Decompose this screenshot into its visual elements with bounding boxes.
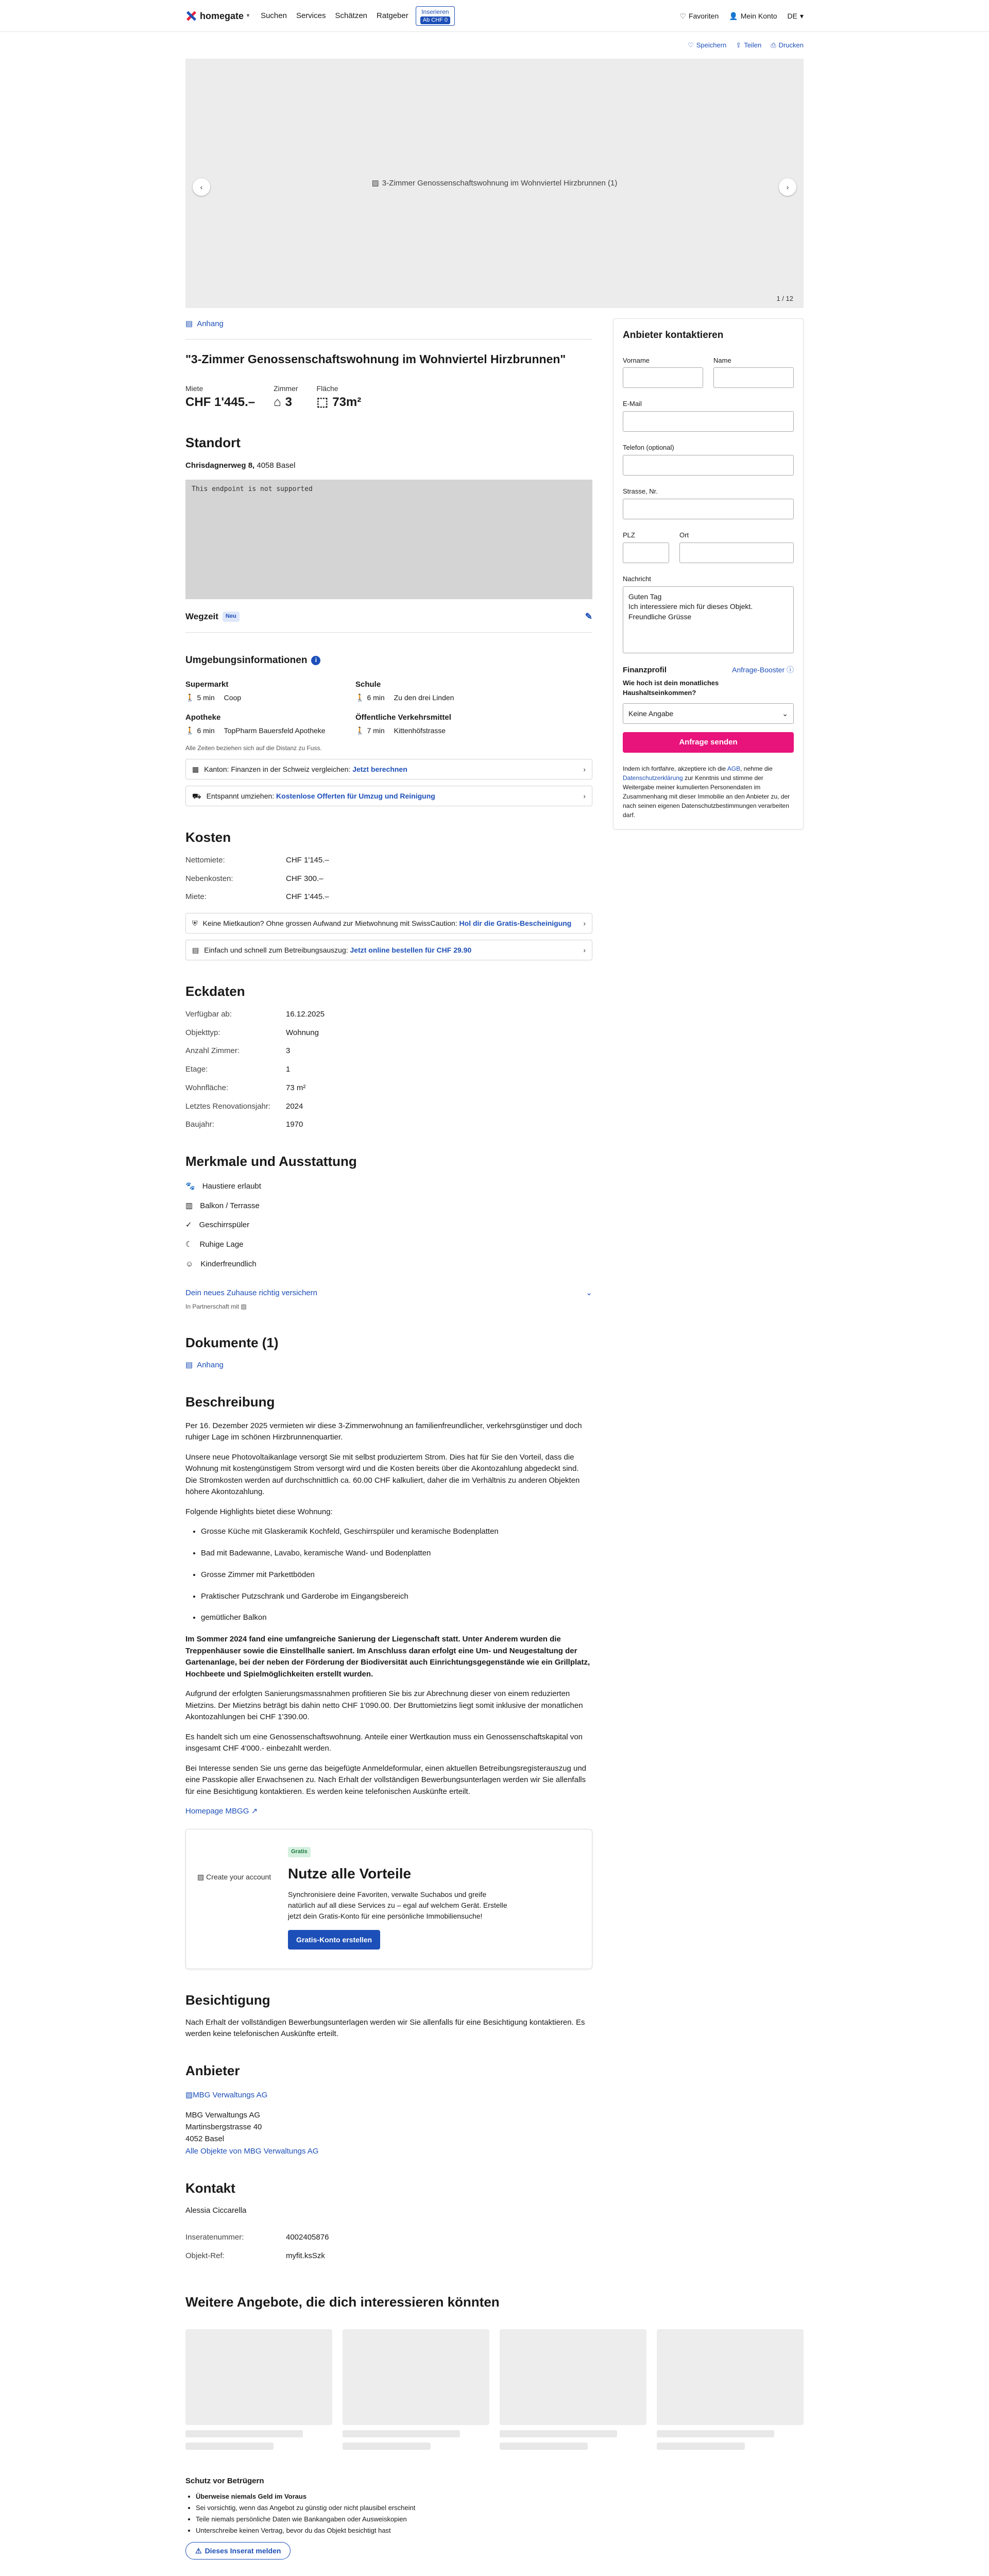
account-label: Mein Konto (740, 11, 777, 20)
listing-title: "3-Zimmer Genossenschaftswohnung im Wohnviertel Hirzbrunnen" (185, 352, 566, 366)
skeleton-line (500, 2430, 617, 2437)
legal-text: zur Kenntnis und stimme der Weitergabe meiner kumulierten Personendaten im Zusammenhang mit dieser Immobilie an den Anbieter zu, der nach seinen eigenen Datenschutzbestimmungen verarbeiten darf. (623, 774, 790, 819)
id-value: myfit.ksSzk (286, 2251, 325, 2260)
scam-list (185, 2491, 592, 2536)
scam-heading: Schutz vor Betrügern (185, 2477, 264, 2486)
provider-all-listings-link[interactable]: Alle Objekte von MBG Verwaltungs AG (185, 2146, 319, 2156)
divider (185, 632, 592, 633)
area-value: 73m² (332, 395, 362, 410)
create-account-button[interactable]: Gratis-Konto erstellen (288, 1930, 380, 1950)
last-name-label: Name (713, 356, 731, 364)
poi-time: 7 min (367, 726, 385, 735)
insurance-expander[interactable] (185, 1287, 592, 1299)
skeleton-image (185, 2329, 332, 2425)
broken-image-icon: ▨ (185, 2090, 193, 2099)
chevron-down-icon: ⌄ (782, 709, 788, 718)
skeleton-line (185, 2430, 303, 2437)
report-label: Dieses Inserat melden (204, 2546, 281, 2555)
email-input[interactable] (623, 411, 794, 432)
legal-notice (623, 764, 794, 820)
poi-pharmacy (185, 712, 335, 736)
feature-label: Kinderfreundlich (200, 1259, 257, 1268)
description (185, 1393, 592, 1817)
highlight-item: • gemütlicher Balkon (201, 1612, 592, 1623)
skeleton-image (657, 2329, 804, 2425)
key-facts (185, 383, 592, 412)
poi-title: Öffentliche Verkehrsmittel (355, 713, 451, 722)
chevron-down-icon: ▾ (799, 11, 804, 20)
language-select[interactable] (788, 11, 804, 21)
cost-label: Nebenkosten: (185, 874, 233, 883)
travel-time-label: Wegzeit (185, 611, 218, 621)
gallery-alt-text: 3-Zimmer Genossenschaftswohnung im Wohnviertel Hirzbrunnen (1) (382, 179, 618, 188)
favorites-link[interactable] (679, 11, 719, 21)
rent-value: CHF 1'445.– (185, 395, 255, 410)
chevron-right-icon: › (583, 765, 586, 774)
highlights-list (185, 1526, 592, 1623)
inserieren-price: Ab CHF 0 (420, 16, 450, 24)
calculator-icon: ▦ (192, 765, 199, 774)
listing-main (185, 318, 592, 2262)
logo-text: homegate (200, 10, 244, 21)
cost-label: Miete: (185, 892, 207, 902)
skeleton-line (500, 2443, 588, 2450)
balcony-icon: ▥ (185, 1201, 193, 1210)
similar-listings (185, 2329, 804, 2450)
external-link-icon: ↗ (251, 1807, 258, 1816)
feature-item (185, 1200, 592, 1212)
link-prefix: Kanton: Finanzen in der Schweiz vergleichen: (204, 765, 353, 774)
features-list (185, 1181, 592, 1270)
detail-label: Anzahl Zimmer: (185, 1046, 240, 1056)
broken-image-icon: ▨ (197, 1872, 204, 1881)
nav-suchen[interactable]: Suchen (261, 11, 287, 21)
poi-title: Schule (355, 680, 381, 689)
walk-icon: 🚶 (185, 726, 195, 735)
location-heading: Standort (185, 435, 241, 451)
favorites-label: Favoriten (688, 11, 719, 20)
listing-actions (185, 32, 804, 59)
checkmark-icon: ✓ (185, 1221, 192, 1230)
poi-name: Zu den drei Linden (394, 693, 454, 702)
highlight-item: • Bad mit Badewanne, Lavabo, keramische Wand- und Bodenplatten (201, 1548, 592, 1559)
link-text: Kostenlose Offerten für Umzug und Reinigung (276, 792, 435, 801)
cost-label: Nettomiete: (185, 855, 225, 865)
new-badge: Neu (223, 612, 240, 622)
skeleton-line (343, 2430, 460, 2437)
message-textarea[interactable]: Guten Tag Ich interessiere mich für dieses Objekt. Freundliche Grüsse (623, 586, 794, 653)
features-heading: Merkmale und Ausstattung (185, 1154, 357, 1170)
chevron-right-icon: › (583, 946, 586, 955)
travel-time (185, 611, 592, 623)
city-label: Ort (679, 531, 689, 539)
info-icon: ⓘ (787, 665, 794, 674)
provider-info (185, 2089, 592, 2157)
gallery-counter: 1 / 12 (776, 295, 793, 303)
skeleton-line (657, 2443, 745, 2450)
area-icon: ⬚ (316, 395, 329, 410)
details-table (185, 1009, 592, 1130)
account-link[interactable] (729, 11, 777, 21)
detail-value: Wohnung (286, 1028, 319, 1037)
description-paragraph: Unsere neue Photovoltaikanlage versorgt Sie mit selbst produziertem Strom. Dies hat für Sie den Vorteil, dass die Wohnung mit kostengünstigem Strom versorgt wird und die Kosten bereits über die Akontozahlung abgedeckt sind. Die Stromkosten werden auf durchschnittlich ca. 60.00 CHF kalkuliert, daher die im Verhältnis zu anderen Objekten höhere Akontozahlung. (185, 1452, 580, 1497)
provider-logo-alt: MBG Verwaltungs AG (193, 2090, 268, 2099)
info-icon[interactable]: i (311, 656, 320, 665)
finance-profile-title: Finanzprofil (623, 665, 667, 674)
homepage-link[interactable] (185, 1807, 258, 1816)
viewing-heading: Besichtigung (185, 1992, 270, 2008)
link-text: Jetzt berechnen (352, 765, 407, 774)
description-paragraph: Folgende Highlights bietet diese Wohnung: (185, 1507, 333, 1516)
finance-profile (623, 665, 794, 676)
zip-input[interactable] (623, 543, 669, 563)
description-paragraph: Bei Interesse senden Sie uns gerne das beigefügte Anmeldeformular, einen aktuellen Betreibungsregisterauszug und eine Passkopie aller Erwachsenen zu. Nach Erhalt der vollständigen Bewerbungsunterlagen werden wir Sie allenfalls für eine Besichtigung kontaktieren. Es werden keine telefonischen Auskünfte erteilt. (185, 1764, 587, 1796)
nav-schaetzen[interactable]: Schätzen (335, 11, 368, 21)
contact-heading: Kontakt (185, 2180, 235, 2196)
id-label: Objekt-Ref: (185, 2251, 225, 2260)
detail-label: Etage: (185, 1065, 208, 1074)
promo-title: Nutze alle Vorteile (288, 1865, 412, 1882)
feature-label: Balkon / Terrasse (200, 1201, 260, 1210)
street-label: Strasse, Nr. (623, 487, 658, 496)
promo-image (197, 1841, 275, 1887)
key-fact-rooms (274, 383, 298, 412)
surroundings-heading: Umgebungsinformationen (185, 655, 308, 666)
walking-note: Alle Zeiten beziehen sich auf die Distanz zu Fuss. (185, 744, 322, 752)
heart-icon: ♡ (688, 41, 694, 49)
broken-image-icon: ▨ (371, 179, 379, 188)
image-gallery[interactable] (185, 59, 804, 308)
phone-label: Telefon (optional) (623, 444, 674, 452)
chevron-down-icon: ⌄ (586, 1288, 592, 1297)
cost-value: CHF 300.– (286, 874, 323, 883)
similar-card-placeholder[interactable] (657, 2329, 804, 2450)
link-text: Jetzt online bestellen für CHF 29.90 (350, 946, 472, 955)
heart-icon: ♡ (679, 11, 686, 20)
income-select[interactable] (623, 703, 794, 724)
walk-icon: 🚶 (355, 693, 365, 702)
detail-value: 1 (286, 1065, 291, 1074)
truck-icon: ⛟ (192, 792, 201, 801)
detail-label: Letztes Renovationsjahr: (185, 1101, 271, 1111)
poi-title: Supermarkt (185, 680, 229, 689)
detail-label: Objekttyp: (185, 1028, 220, 1037)
gallery-image (372, 178, 618, 189)
shield-icon: ⛨ (192, 919, 198, 928)
partner-note (185, 1302, 592, 1311)
link-prefix: Entspannt umziehen: (206, 792, 277, 801)
chevron-right-icon: › (786, 182, 789, 191)
partner-logo: ▨ (241, 1303, 247, 1311)
document-icon: ▤ (185, 1361, 193, 1370)
gallery-next-button[interactable] (779, 178, 796, 196)
insurance-label: Dein neues Zuhause richtig versichern (185, 1288, 317, 1297)
rooms-value: 3 (285, 395, 292, 410)
description-paragraph: Aufgrund der erfolgten Sanierungsmassnahmen profitieren Sie bis zur Abrechnung dieser von einem reduzierten Mietzins. Der Mietzins beträgt bis dahin netto CHF 1'090.00. Der Bruttomietzins liegt somit inklusive der monatlichen Akontozahlungen bei CHF 1'390.00. (185, 1689, 583, 1722)
feature-label: Haustiere erlaubt (202, 1181, 261, 1191)
poi-name: Coop (224, 693, 242, 702)
printer-icon: ⎙ (771, 41, 776, 49)
detail-label: Verfügbar ab: (185, 1009, 232, 1019)
similar-heading: Weitere Angebote, die dich interessieren könnten (185, 2294, 500, 2310)
document-icon: ▤ (192, 946, 199, 955)
chevron-right-icon: › (583, 919, 586, 928)
documents-heading: Dokumente (1) (185, 1334, 279, 1350)
email-label: E-Mail (623, 400, 642, 408)
print-button[interactable] (771, 41, 804, 50)
document-label: Anhang (197, 1361, 224, 1370)
rent-label: Miete (185, 384, 203, 393)
address-city: 4058 Basel (257, 461, 296, 470)
area-label: Fläche (316, 384, 338, 393)
nav-ratgeber[interactable]: Ratgeber (377, 11, 408, 21)
detail-label: Wohnfläche: (185, 1083, 229, 1092)
street-input[interactable] (623, 499, 794, 519)
poi-name: TopPharm Bauersfeld Apotheke (224, 726, 326, 735)
map-error: This endpoint is not supported (192, 485, 313, 493)
poi-school (355, 679, 505, 703)
legal-text: Indem ich fortfahre, akzeptiere ich die (623, 765, 727, 773)
similar-card-placeholder[interactable] (500, 2329, 646, 2450)
chevron-right-icon: › (583, 792, 586, 801)
address-street: Chrisdagnerweg 8, (185, 461, 255, 470)
feature-label: Geschirrspüler (199, 1221, 250, 1230)
homepage-label: Homepage MBGG (185, 1807, 249, 1816)
document-icon: ▤ (185, 319, 193, 328)
legal-text: , nehme die (740, 765, 773, 773)
detail-value: 3 (286, 1046, 291, 1056)
id-label: Inseratenummer: (185, 2233, 244, 2242)
skeleton-line (343, 2443, 431, 2450)
skeleton-line (185, 2443, 274, 2450)
logo-icon (185, 10, 197, 22)
scam-item: • Überweise niemals Geld im Voraus (196, 2491, 592, 2502)
finance-compare-link[interactable] (185, 759, 592, 779)
provider-name: MBG Verwaltungs AG (185, 2110, 261, 2120)
cost-value: CHF 1'445.– (286, 892, 329, 902)
rooms-label: Zimmer (274, 384, 298, 393)
save-button[interactable] (688, 41, 726, 50)
costs-heading: Kosten (185, 829, 231, 845)
swisscaution-link[interactable] (185, 913, 592, 934)
details-heading: Eckdaten (185, 984, 245, 999)
feature-label: Ruhige Lage (199, 1240, 244, 1249)
city-input[interactable] (679, 543, 794, 563)
inserieren-label: Inserieren (421, 8, 449, 15)
save-label: Speichern (696, 41, 727, 49)
key-fact-rent (185, 383, 255, 412)
last-name-input[interactable] (713, 367, 794, 388)
document-link[interactable] (185, 1360, 592, 1371)
poi-time: 6 min (367, 693, 385, 702)
promo-text: Synchronisiere deine Favoriten, verwalte Suchabos und greife natürlich auf all diese Services zu – egal auf welchem Gerät. Erstelle jetzt dein Gratis-Konto für eine persönliche Immobiliensuche! (288, 1890, 507, 1921)
main-nav (261, 10, 408, 22)
nav-services[interactable]: Services (296, 11, 326, 21)
chevron-down-icon: ▾ (247, 12, 250, 19)
first-name-input[interactable] (623, 367, 703, 388)
moving-offers-link[interactable] (185, 786, 592, 806)
inserieren-button[interactable] (416, 6, 455, 26)
print-label: Drucken (778, 41, 804, 49)
edit-icon[interactable]: ✎ (585, 611, 592, 621)
link-prefix: Einfach und schnell zum Betreibungsauszug: (204, 946, 350, 955)
report-listing-button[interactable] (185, 2542, 291, 2560)
feature-item (185, 1219, 592, 1231)
feature-item (185, 1259, 592, 1270)
skeleton-image (343, 2329, 489, 2425)
submit-inquiry-button[interactable]: Anfrage senden (623, 732, 794, 753)
contact-name: Alessia Ciccarella (185, 2206, 247, 2215)
highlight-item: • Praktischer Putzschrank und Garderobe im Eingangsbereich (201, 1591, 592, 1602)
description-paragraph: Im Sommer 2024 fand eine umfangreiche Sanierung der Liegenschaft statt. Unter Anderem wurden die Treppenhäuser sowie die Einstellhalle saniert. Im Anschluss daran erfolgt eine Um- und Neugestaltung der Gartenanlage, bei der neben der Förderung der Biodiversität auch Einrichtungsgegenstände wie ein Grillplatz, Hochbeete und Spielmöglichkeiten erstellt wurden. (185, 1635, 590, 1679)
zip-label: PLZ (623, 531, 635, 539)
similar-card-placeholder[interactable] (185, 2329, 332, 2450)
account-promo (185, 1829, 592, 1969)
poi-time: 6 min (197, 726, 215, 735)
attachment-link[interactable] (185, 318, 592, 330)
highlight-item: • Grosse Zimmer mit Parkettböden (201, 1569, 592, 1581)
key-fact-area (317, 383, 362, 412)
scam-protection (185, 2476, 592, 2559)
gratis-badge: Gratis (288, 1847, 311, 1857)
site-header (0, 0, 989, 32)
agb-link[interactable]: AGB (727, 765, 741, 773)
skeleton-image (500, 2329, 646, 2425)
description-paragraph: Es handelt sich um eine Genossenschaftswohnung. Anteile einer Wertkaution muss ein Genossenschaftskapital von insgesamt CHF 4'000.- einbezahlt werden. (185, 1732, 583, 1753)
message-label: Nachricht (623, 574, 651, 583)
detail-label: Baujahr: (185, 1120, 214, 1129)
feature-item (185, 1181, 592, 1192)
address (185, 460, 592, 471)
partner-label: In Partnerschaft mit (185, 1303, 240, 1311)
listing-ids (185, 2232, 592, 2262)
provider-city: 4052 Basel (185, 2134, 225, 2144)
contact-sidebar (613, 318, 804, 2262)
poi-supermarket (185, 679, 335, 703)
viewing-text: Nach Erhalt der vollständigen Bewerbungsunterlagen werden wir Sie allenfalls für eine Besichtigung kontaktieren. Es werden keine telefonischen Auskünfte erteilt. (185, 2018, 585, 2039)
divider (185, 339, 592, 340)
contact-form (613, 318, 804, 829)
id-value: 4002405876 (286, 2233, 329, 2242)
income-value: Keine Angabe (628, 709, 674, 718)
chevron-left-icon: ‹ (200, 182, 203, 191)
language-label: DE (787, 11, 797, 20)
walk-icon: 🚶 (355, 726, 365, 735)
description-heading: Beschreibung (185, 1394, 275, 1410)
provider-street: Martinsbergstrasse 40 (185, 2123, 262, 2131)
provider-heading: Anbieter (185, 2062, 240, 2078)
scam-item: • Sei vorsichtig, wenn das Angebot zu günstig oder nicht plausibel erscheint (196, 2502, 592, 2514)
scam-item: • Unterschreibe keinen Vertrag, bevor du das Objekt besichtigt hast (196, 2525, 592, 2536)
privacy-link[interactable]: Datenschutzerklärung (623, 774, 683, 782)
provider-logo[interactable] (185, 2089, 592, 2101)
phone-input[interactable] (623, 455, 794, 476)
user-icon: 👤 (729, 11, 738, 20)
detail-value: 16.12.2025 (286, 1009, 325, 1019)
similar-card-placeholder[interactable] (343, 2329, 489, 2450)
scam-item: • Teile niemals persönliche Daten wie Bankangaben oder Ausweiskopien (196, 2514, 592, 2525)
skeleton-line (657, 2430, 774, 2437)
booster-link[interactable] (732, 665, 794, 676)
poi-time: 5 min (197, 693, 215, 702)
contact-form-title: Anbieter kontaktieren (623, 330, 724, 341)
poi-transit (355, 712, 505, 736)
quiet-icon: ☾ (185, 1240, 193, 1249)
poi-name: Kittenhöfstrasse (394, 726, 446, 735)
paw-icon: 🐾 (185, 1181, 195, 1191)
costs-table (185, 855, 592, 903)
gallery-prev-button[interactable] (193, 178, 210, 196)
link-prefix: Keine Mietkaution? Ohne grossen Aufwand zur Mietwohnung mit SwissCaution: (202, 919, 459, 928)
highlight-item: • Grosse Küche mit Glaskeramik Kochfeld, Geschirrspüler und keramische Bodenplatten (201, 1526, 592, 1537)
cost-value: CHF 1'145.– (286, 855, 329, 865)
surroundings-grid (185, 679, 505, 736)
description-paragraph: Per 16. Dezember 2025 vermieten wir diese 3-Zimmerwohnung an familienfreundlicher, verkehrsgünstiger und doch ruhiger Lage im schönen Hirzbrunnenquartier. (185, 1421, 582, 1442)
homegate-logo[interactable] (185, 9, 249, 23)
feature-item (185, 1239, 592, 1250)
first-name-label: Vorname (623, 356, 650, 364)
attachment-label: Anhang (197, 319, 224, 328)
share-icon: ⇪ (736, 41, 742, 49)
child-icon: ☺ (185, 1259, 194, 1268)
walk-icon: 🚶 (185, 693, 195, 702)
detail-value: 73 m² (286, 1083, 306, 1092)
promo-image-alt: Create your account (206, 1872, 271, 1881)
income-question: Wie hoch ist dein monatliches Haushaltseinkommen? (623, 679, 719, 697)
detail-value: 2024 (286, 1101, 303, 1111)
home-icon: ⌂ (274, 395, 281, 410)
warning-icon: ⚠ (195, 2546, 202, 2555)
detail-value: 1970 (286, 1120, 303, 1129)
poi-title: Apotheke (185, 713, 221, 722)
debt-extract-link[interactable] (185, 940, 592, 960)
map[interactable] (185, 480, 592, 599)
share-button[interactable] (736, 41, 761, 50)
link-text: Hol dir die Gratis-Bescheinigung (459, 919, 572, 928)
booster-label: Anfrage-Booster (732, 665, 785, 674)
share-label: Teilen (744, 41, 762, 49)
